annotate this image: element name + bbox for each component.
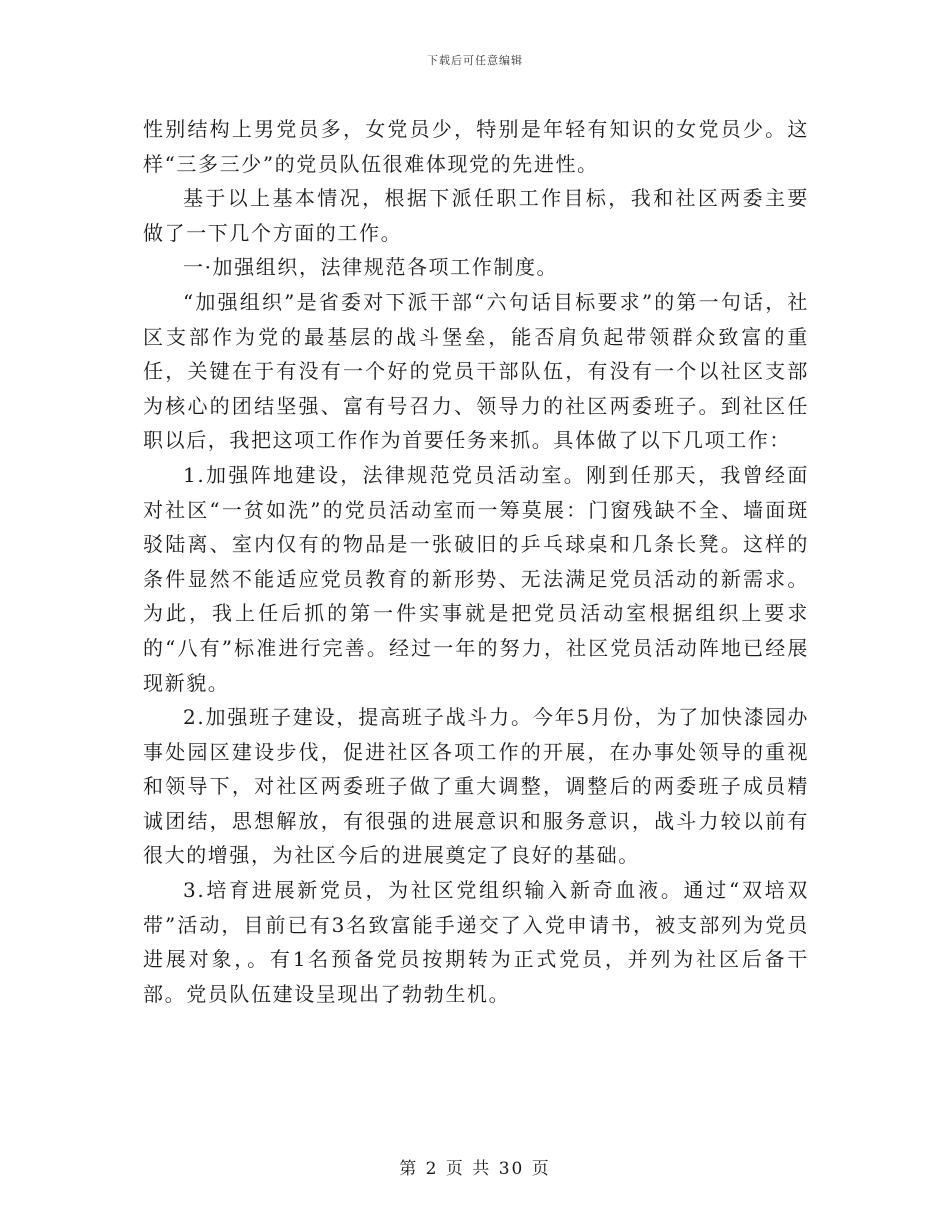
paragraph-1: 性别结构上男党员多，女党员少，特别是年轻有知识的女党员少。这样“三多三少”的党员队伍很难体现党的先进性。 bbox=[143, 117, 809, 176]
page-header: 下载后可任意编辑 bbox=[427, 54, 523, 67]
document-body bbox=[143, 112, 809, 1011]
paragraph-item-1: 1.加强阵地建设，法律规范党员活动室。刚到任那天，我曾经面对社区“一贫如洗”的党员活动室而一筹莫展：门窗残缺不全、墙面斑驳陆离、室内仅有的物品是一张破旧的乒乓球桌和几条长凳。这样的条件显然不能适应党员教育的新形势、无法满足党员活动的新需求。为此，我上任后抓的第一件实事就是把党员活动室根据组织上要求的“八有”标准进行完善。经过一年的努力，社区党员活动阵地已经展现新貌。 bbox=[143, 462, 809, 695]
footer-prefix: 第 bbox=[399, 1159, 419, 1179]
paragraph-item-2: 2.加强班子建设，提高班子战斗力。今年5月份，为了加快漆园办事处园区建设步伐，促进社区各项工作的开展，在办事处领导的重视和领导下，对社区两委班子做了重大调整，调整后的两委班子成员精诚团结，思想解放，有很强的进展意识和服务意识，战斗力较以前有很大的增强，为社区今后的进展奠定了良好的基础。 bbox=[143, 705, 809, 868]
page-footer bbox=[0, 1154, 950, 1179]
current-page-number: 2 bbox=[425, 1159, 439, 1179]
total-page-count: 30 bbox=[498, 1159, 525, 1179]
footer-middle: 页 共 bbox=[445, 1159, 492, 1179]
paragraph-item-3: 3.培育进展新党员，为社区党组织输入新奇血液。通过“双培双带”活动，目前已有3名致富能手递交了入党申请书，被支部列为党员进展对象，。有1名预备党员按期转为正式党员，并列为社区后备干部。党员队伍建设呈现出了勃勃生机。 bbox=[143, 878, 809, 1006]
footer-suffix: 页 bbox=[531, 1159, 551, 1179]
paragraph-3: “加强组织”是省委对下派干部“六句话目标要求”的第一句话，社区支部作为党的最基层的战斗堡垒，能否肩负起带领群众致富的重任，关键在于有没有一个好的党员干部队伍，有没有一个以社区支部为核心的团结坚强、富有号召力、领导力的社区两委班子。到社区任职以后，我把这项工作作为首要任务来抓。具体做了以下几项工作： bbox=[143, 289, 809, 453]
paragraph-2: 基于以上基本情况，根据下派任职工作目标，我和社区两委主要做了一下几个方面的工作。 bbox=[143, 186, 809, 245]
section-heading-1: 一·加强组织，法律规范各项工作制度。 bbox=[183, 255, 559, 280]
